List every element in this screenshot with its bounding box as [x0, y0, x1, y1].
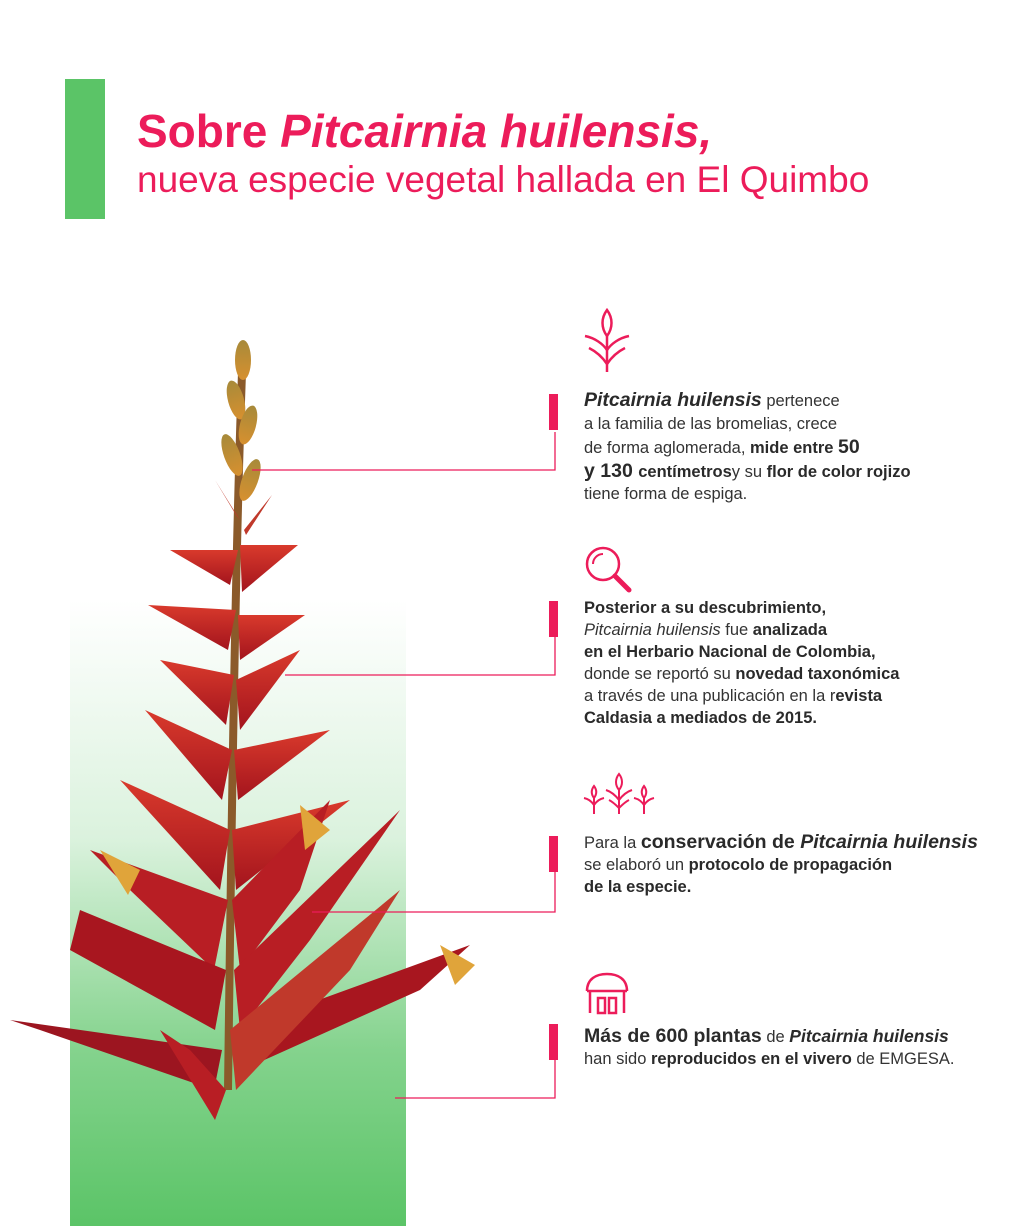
plant-leaf-icon — [581, 306, 633, 374]
block3-marker — [549, 836, 558, 872]
block2-l5b: evista — [835, 687, 883, 705]
title-line-1 — [137, 104, 997, 158]
block2-species: Pitcairnia huilensis — [584, 621, 721, 639]
block4-l1a: Más de 600 plantas — [584, 1025, 762, 1047]
block4-l2c: de EMGESA. — [851, 1050, 955, 1068]
header-accent-bar — [65, 79, 105, 219]
title-subtitle: nueva especie vegetal hallada en El Quimbo — [137, 159, 870, 200]
block3-l2b: protocolo de propagación — [688, 856, 893, 874]
greenhouse-icon — [584, 971, 630, 1015]
block2-l4b: novedad taxonómica — [735, 665, 900, 683]
block1-l3b: mide entre — [750, 439, 839, 457]
block3-l2a: se elaboró un — [584, 856, 689, 874]
block4-l2b: reproducidos en el vivero — [650, 1050, 852, 1068]
block2-line5 — [584, 685, 1004, 707]
block3-l1a: Para la — [584, 834, 641, 852]
block4-marker — [549, 1024, 558, 1060]
block3-l1b: conservación de — [640, 831, 801, 853]
block1-l4c: y su — [731, 463, 767, 481]
info-block-description — [584, 388, 1004, 505]
block2-l2bold: analizada — [752, 621, 828, 639]
block1-line5: tiene forma de espiga. — [584, 485, 748, 503]
title-species: Pitcairnia huilensis, — [280, 105, 713, 157]
info-block-nursery — [584, 1024, 1004, 1070]
block2-line1 — [584, 597, 1004, 619]
block2-marker — [549, 601, 558, 637]
plant-illustration — [0, 330, 500, 1226]
block2-l4a: donde se reportó su — [584, 665, 736, 683]
block2-l1: Posterior a su descubrimiento, — [584, 599, 827, 617]
page-title — [137, 104, 997, 202]
block2-line2 — [584, 619, 1004, 641]
block4-line2 — [584, 1048, 1004, 1070]
block3-line2 — [584, 854, 1004, 876]
block3-species: Pitcairnia huilensis — [800, 831, 978, 853]
block1-l4b: centímetros — [638, 463, 732, 481]
block2-line6 — [584, 707, 1004, 729]
block4-species: Pitcairnia huilensis — [789, 1026, 949, 1046]
block3-l3: de la especie. — [584, 878, 692, 896]
block1-l3a: de forma aglomerada, — [584, 439, 751, 457]
block1-line1 — [584, 388, 1004, 413]
seedlings-icon — [582, 772, 656, 816]
block4-l1b: de — [761, 1028, 790, 1046]
block2-l3: en el Herbario Nacional de Colombia, — [584, 643, 876, 661]
block2-l5a: a través de una publicación en la r — [584, 687, 836, 705]
block1-l4d: flor de color rojizo — [766, 463, 911, 481]
block2-l6: Caldasia a mediados de 2015. — [584, 709, 817, 727]
block4-l2a: han sido — [584, 1050, 651, 1068]
block1-l3c: 50 — [838, 436, 860, 458]
block1-marker — [549, 394, 558, 430]
block1-line4 — [584, 459, 1004, 483]
info-block-discovery — [584, 597, 1004, 729]
magnifier-icon — [583, 544, 633, 594]
block2-l2mid: fue — [720, 621, 753, 639]
block2-line4 — [584, 663, 1004, 685]
block1-line2: a la familia de las bromelias, crece — [584, 415, 838, 433]
block1-species: Pitcairnia huilensis — [584, 389, 762, 411]
block3-line1 — [584, 830, 1004, 854]
title-prefix: Sobre — [137, 105, 281, 157]
info-block-conservation — [584, 830, 1004, 898]
block1-line3 — [584, 435, 1004, 459]
block2-line3 — [584, 641, 1004, 663]
block1-l4a: y 130 — [584, 460, 639, 482]
block3-line3 — [584, 876, 1004, 898]
block4-line1 — [584, 1024, 1004, 1048]
block1-l1-rest: pertenece — [761, 392, 840, 410]
